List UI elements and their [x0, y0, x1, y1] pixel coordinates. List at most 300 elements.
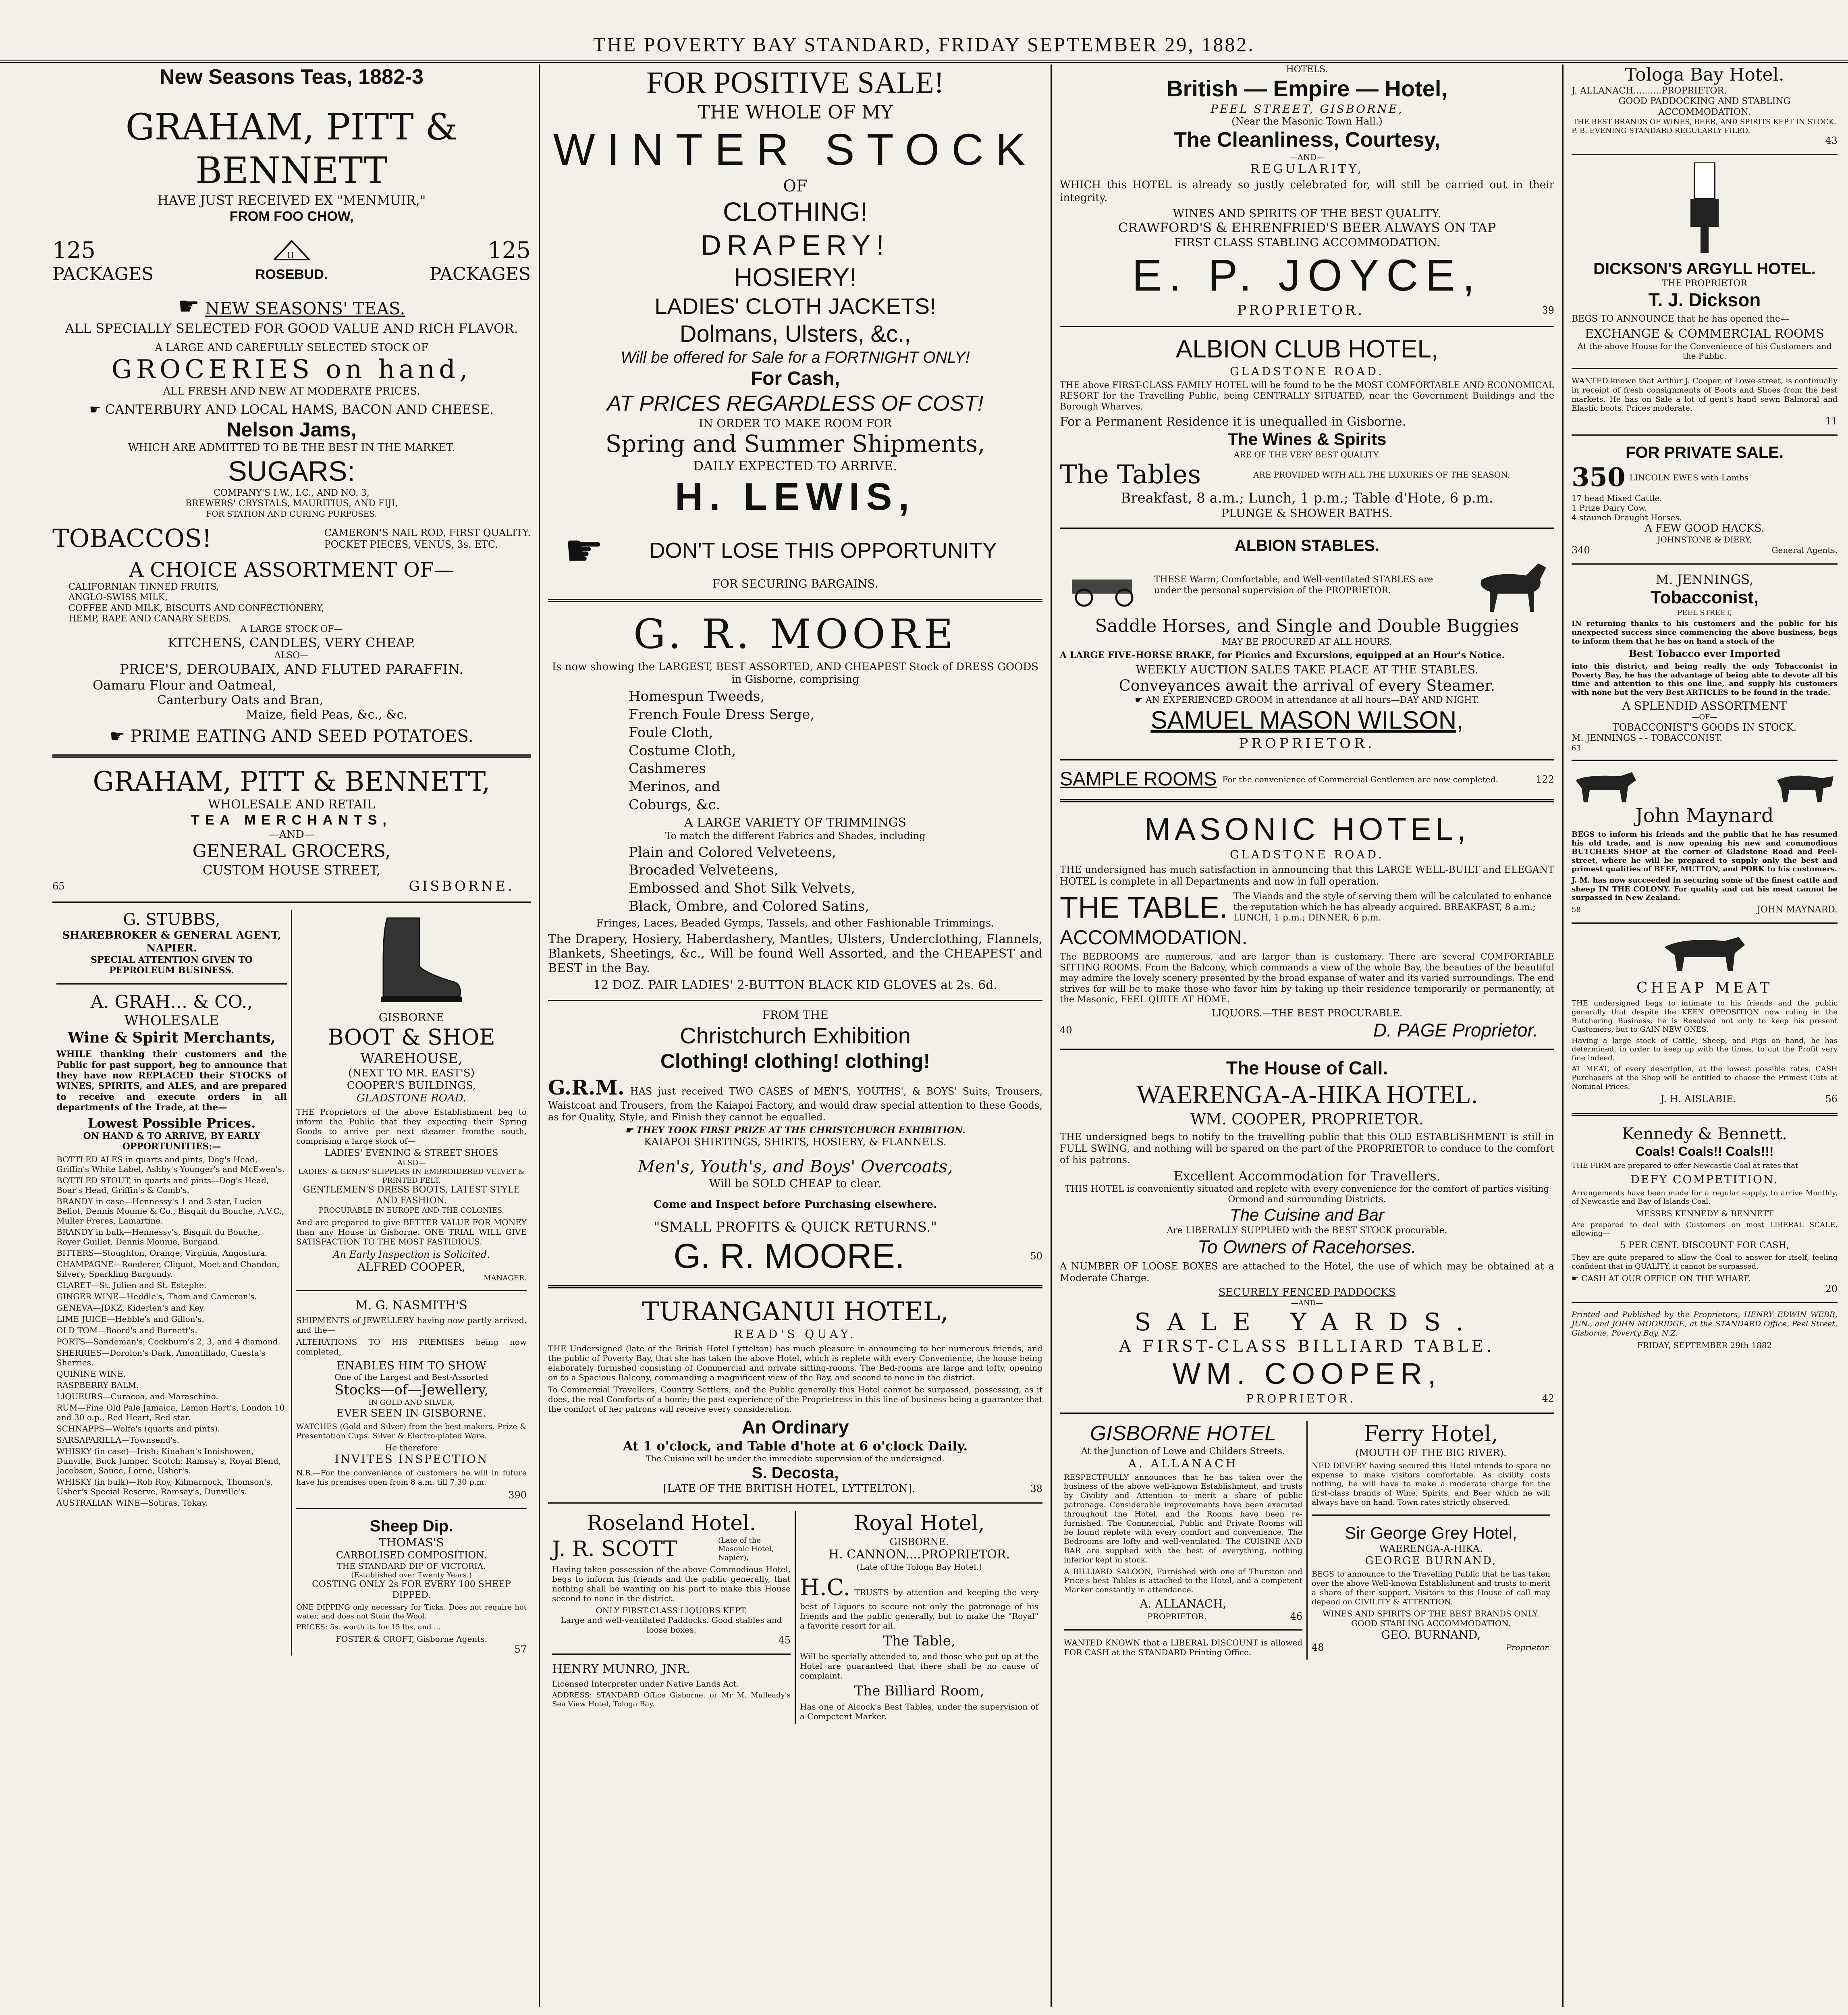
plunge: PLUNGE & SHOWER BATHS.	[1221, 507, 1393, 520]
sample-text: For the convenience of Commercial Gentlemen are now completed.	[1222, 774, 1499, 784]
gloves: 12 DOZ. PAIR LADIES' 2-BUTTON BLACK KID GLOVES at 2s. 6d.	[593, 978, 997, 993]
cow-icon	[1572, 768, 1640, 804]
jackets: LADIES' CLOTH JACKETS!	[654, 293, 936, 319]
moore-2: G. R. MOORE.	[673, 1236, 905, 1275]
royal-column	[795, 1511, 1042, 1724]
discount: 5 PER CENT. DISCOUNT FOR CASH,	[1620, 1240, 1789, 1251]
list-item: GENEVA—JDKZ, Kiderlen's and Key.	[56, 1302, 206, 1313]
very-best: ARE OF THE VERY BEST QUALITY.	[1233, 449, 1381, 459]
tobacconist-goods: TOBACCONIST'S GOODS IN STOCK.	[1612, 721, 1797, 733]
list-item: GINGER WINE—Heddle's, Thom and Cameron's.	[56, 1291, 257, 1301]
tj-dickson: T. J. Dickson	[1648, 289, 1761, 311]
house-of-call: The House of Call.	[1226, 1057, 1388, 1079]
exhibition: Christchurch Exhibition	[680, 1022, 911, 1048]
choice-list: CALIFORNIAN TINNED FRUITS, ANGLO-SWISS MILK, COFFEE AND MILK, BISCUITS AND CONFECTIONERY, HEMP, RAPE AND CANARY SEEDS.	[69, 582, 324, 624]
col1-lower	[52, 910, 531, 1655]
turanganui: TURANGANUI HOTEL,	[642, 1297, 949, 1327]
and-2: —AND—	[1289, 152, 1325, 162]
arrangements: Arrangements have been made for a regular supply, to arrive Monthly, of Newcastle and Bay of Islands Coal.	[1572, 1188, 1838, 1206]
ref-45: 45	[778, 1635, 791, 1646]
sale-yards: SALE YARDS.	[1134, 1308, 1480, 1336]
munro: HENRY MUNRO, JNR.	[552, 1662, 690, 1676]
proprietor-4: PROPRIETOR.	[1147, 1611, 1207, 1621]
proprietor-3: PROPRIETOR.	[1246, 1392, 1356, 1405]
geo-prop-row	[1312, 1642, 1550, 1654]
svg-text:H: H	[287, 250, 294, 260]
allanach-2: A. ALLANACH,	[1140, 1597, 1227, 1610]
list-item: Costume Cloth,	[629, 742, 736, 759]
crawford: CRAWFORD'S & EHRENFRIED'S BEER ALWAYS ON TAP	[1118, 220, 1496, 236]
list-item: OLD TOM—Boord's and Burnett's.	[56, 1325, 197, 1335]
wanted: WANTED known that Arthur J. Cooper, of Lowe-street, is continually in receipt of fresh consignments of Boots and Shoes from the best markets. He has on Sale a lot of gent's hand sewn Balmoral and Elastic boots. Prices moderate.	[1572, 376, 1838, 413]
divider	[1064, 1629, 1302, 1631]
billiard-saloon: A BILLIARD SALOON, Furnished with one of Thurston and Price's best Tables is attached to the Hotel, and a competent Marker constantly in attendance.	[1064, 1567, 1302, 1595]
ref-38: 38	[1030, 1483, 1042, 1495]
also-1: ALSO—	[274, 650, 309, 661]
positive-sale: FOR POSITIVE SALE!	[646, 66, 944, 100]
dont-lose: DON'T LOSE THIS OPPORTUNITY	[649, 538, 997, 563]
wines-best: WINES AND SPIRITS OF THE BEST BRANDS ONLY.	[1322, 1609, 1540, 1619]
wine-list	[56, 1155, 287, 1508]
nelson-sub: WHICH ARE ADMITTED TO BE THE BEST IN THE MARKET.	[128, 441, 455, 454]
page: D. PAGE Proprietor.	[1373, 1020, 1538, 1041]
wm-cooper-2: WM. COOPER,	[1172, 1356, 1442, 1390]
best-tobacco: Best Tobacco ever Imported	[1628, 648, 1781, 660]
packages-label-row	[52, 264, 531, 285]
roseland: Roseland Hotel.	[586, 1511, 756, 1536]
jrs-late: (Late of the Masonic Hotel, Napier),	[718, 1536, 774, 1562]
tobaccos: TOBACCOS!	[52, 523, 212, 553]
burnand-text: BEGS to announce to the Travelling Public that he has taken over the above Well-known Establishment and trusts to merit a share of their support. Visitors to this House of call may depend on CIVILITY & ATTENTION.	[1312, 1570, 1550, 1606]
dairy: 1 Prize Dairy Cow.	[1572, 503, 1647, 513]
dolmans: Dolmans, Ulsters, &c.,	[679, 320, 911, 347]
wines: WINES AND SPIRITS OF THE BEST QUALITY.	[1173, 206, 1441, 220]
quantity: They are quite prepared to allow the Coal to answer for itself, feeling confident that in QUALITY, it cannot be surpassed.	[1572, 1253, 1838, 1271]
selected: ALL SPECIALLY SELECTED FOR GOOD VALUE AND RICH FLAVOR.	[65, 320, 518, 336]
winter-stock: WINTER STOCK	[553, 125, 1038, 175]
sample: SAMPLE ROOMS	[1060, 769, 1217, 790]
mouth: (MOUTH OF THE BIG RIVER).	[1355, 1447, 1507, 1458]
ewes-row	[1572, 462, 1838, 493]
masonic: MASONIC HOTEL,	[1144, 811, 1470, 847]
stabling: FIRST CLASS STABLING ACCOMMODATION.	[1174, 235, 1440, 249]
divider	[1572, 434, 1838, 436]
table-text: Will be specially attended to, and those who put up at the Hotel are guaranteed that there shall be no cause of complaint.	[800, 1651, 1038, 1681]
jrs-row	[552, 1536, 791, 1562]
hosiery: HOSIERY!	[734, 262, 857, 292]
oats: Canterbury Oats and Bran,	[157, 693, 324, 707]
prices: PRICES: 5s. worth its for 15 lbs, and ...	[296, 1623, 441, 1632]
divider	[548, 1285, 1042, 1288]
list-item: QUININE WINE.	[56, 1369, 126, 1379]
aislabie-text-2: Having a large stock of Cattle, Sheep, and Pigs on hand, he has determined, in order to keep up with the times, to cut the Profit very fine indeed.	[1572, 1036, 1838, 1062]
wine-column	[52, 910, 291, 1655]
tologa: Tologa Bay Hotel.	[1625, 64, 1784, 85]
ref-42: 42	[1542, 1392, 1554, 1404]
divider	[1572, 368, 1838, 369]
boot-l6: An Early Inspection is Solicited.	[333, 1248, 490, 1260]
pointing-hand-icon: ☛	[178, 292, 200, 320]
ewes: LINCOLN EWES with Lambs	[1629, 473, 1748, 483]
next-to: (NEXT TO MR. EAST'S)	[348, 1067, 475, 1079]
nasmith: M. G. NASMITH'S	[355, 1298, 467, 1313]
list-item: BOTTLED ALES in quarts and pints, Dog's Head, Griffin's White Label, Ashby's Younger's and McEwen's.	[56, 1154, 285, 1174]
tea-merchants: TEA MERCHANTS,	[191, 812, 392, 828]
list-item: SHERRIES—Dorolon's Dark, Amontillado, Cuesta's Sherries.	[56, 1348, 266, 1367]
the-proprietor: THE PROPRIETOR	[1662, 278, 1747, 289]
grah-co: A. GRAH... & CO.,	[90, 991, 253, 1012]
jennings-text: IN returning thanks to his customers and the public for his unexpected success since commencing the above business, begs to inform them that he has on hand a stock of the	[1572, 619, 1838, 646]
wines-spirits: The Wines & Spirits	[1227, 430, 1387, 449]
waerenga-text: THE undersigned begs to notify to the travelling public that this OLD ESTABLISHMENT is still in FULL SWING, and nothing will be spared on the part of the PROPRIETOR to conduce to the comfort of his patrons.	[1060, 1131, 1554, 1166]
clothing: CLOTHING!	[723, 197, 868, 227]
pk-count-right: 125	[488, 237, 531, 264]
boot-town: GISBORNE	[378, 1011, 444, 1024]
securing: FOR SECURING BARGAINS.	[712, 577, 878, 591]
standard-dip: THE STANDARD DIP OF VICTORIA.	[337, 1561, 486, 1571]
and-1: —AND—	[268, 829, 315, 841]
agents: FOSTER & CROFT, Gisborne Agents.	[336, 1634, 487, 1644]
the-table-text: The Viands and the style of serving them will be calculated to enhance the reputation which he has already acquired. BREAKFAST, 8 a.m.; LUNCH, 1 p.m.; DINNER, 6 p.m.	[1233, 891, 1552, 923]
enables: ENABLES HIM TO SHOW	[336, 1359, 486, 1372]
list-item: LIQUEURS—Curacoa, and Maraschino.	[56, 1391, 218, 1401]
ref-40: 40	[1060, 1024, 1072, 1036]
cash-office: ☛ CASH AT OUR OFFICE ON THE WHARF.	[1572, 1273, 1751, 1283]
situated: THIS HOTEL is conveniently situated and replete with every convenience for the comfort of parties visiting Ormond and surrounding Districts.	[1065, 1184, 1549, 1205]
stock-intro: A LARGE AND CAREFULLY SELECTED STOCK OF	[155, 341, 428, 354]
list-item: Foule Cloth,	[629, 724, 713, 741]
room: IN ORDER TO MAKE ROOM FOR	[698, 416, 892, 430]
liquors: LIQUORS.—THE BEST PROCURABLE.	[1211, 1008, 1403, 1019]
accommodation: ACCOMMODATION.	[1060, 926, 1248, 949]
col2-lower	[548, 1511, 1042, 1724]
imprint: Printed and Published by the Proprietors, HENRY EDWIN WEBB, JUN., and JOHN MOORIDGE, at the STANDARD Office, Peel Street, Gisborne, Poverty Bay, N.Z.	[1572, 1310, 1838, 1338]
largest: One of the Largest and Best-Assorted	[334, 1372, 488, 1382]
kennedy: Kennedy & Bennett.	[1622, 1125, 1788, 1144]
splendid: A SPLENDID ASSORTMENT	[1622, 699, 1787, 713]
small-profits: "SMALL PROFITS & QUICK RETURNS."	[653, 1219, 937, 1236]
the-table-row	[1060, 890, 1554, 926]
nelson-jams: Nelson Jams,	[226, 418, 357, 441]
accommodation-text: The BEDROOMS are numerous, and are larger than is customary. There are several COMFORTABLE SITTING ROOMS. From the Balcony, which commands a view of the whole Bay, the beauties of the beautiful may admire the lovely scenery presented by the broad expanse of water and its varied surroundings. The end strives for will be to make those who favor him by taking up their residence temporarily or permanently, at the Masonic, FEEL QUITE AT HOME.	[1060, 952, 1554, 1005]
town-row	[52, 878, 531, 895]
boot-l2: LADIES' & GENTS' SLIPPERS IN EMBROIDERED VELVET & PRINTED FELT,	[298, 1167, 525, 1185]
grocers: GENERAL GROCERS,	[192, 841, 391, 862]
cannon: H. CANNON....PROPRIETOR.	[828, 1548, 1010, 1562]
general-agents: General Agents.	[1771, 545, 1838, 555]
divider	[296, 1508, 527, 1509]
divider	[1060, 799, 1554, 802]
hc-para: H.C. TRUSTS by attention and keeping the very best of Liquors to secure not only the patronage of his friends and the public generally, but to make the "Royal" a favorite resort for all.	[800, 1575, 1039, 1631]
wine-text: WHILE thanking their customers and the Public for past support, beg to announce that they have now REPLACED their STOCKS of WINES, SPIRITS, and ALES, and are prepared to receive and execute orders in all departments of the Trade, at the—	[56, 1049, 287, 1113]
liberally: Are LIBERALLY SUPPLIED with the BEST STOCK procurable.	[1167, 1225, 1447, 1236]
decosta: S. Decosta,	[752, 1464, 839, 1482]
cleanliness: The Cleanliness, Courtesy,	[1174, 128, 1440, 152]
col3-lower	[1060, 1421, 1554, 1660]
maize: Maize, field Peas, &c., &c.	[246, 707, 408, 722]
boot-also: ALSO—	[397, 1159, 426, 1167]
hams: ☛ CANTERBURY AND LOCAL HAMS, BACON AND CHEESE.	[89, 402, 494, 418]
hc: H.C.	[800, 1575, 851, 1601]
divider	[1060, 1413, 1554, 1414]
aislabie-text-3: AT MEAT, of every description, at the lowest possible rates. CASH Purchasers at the Shop will be entitled to choose the Primest Cuts at Nominal Prices.	[1572, 1065, 1838, 1091]
therefore: He therefore	[385, 1443, 438, 1453]
clothing-3: Clothing! clothing! clothing!	[660, 1049, 930, 1072]
ref-46: 46	[1290, 1610, 1302, 1622]
of-2: —OF—	[1692, 713, 1717, 722]
convenience: At the above House for the Convenience of his Customers and the Public.	[1577, 341, 1832, 361]
masthead-title: THE POVERTY BAY STANDARD, FRIDAY SEPTEMBER 29, 1882.	[593, 33, 1255, 56]
rosebud-brand: ROSEBUD.	[255, 266, 328, 282]
maynard-text-2: J. M. has now succeeded in securing some of the finest cattle and sheep IN THE COLONY. For quality and cut his meat cannot be surpassed in New Zealand.	[1572, 876, 1838, 902]
kitchen: KITCHENS, CANDLES, VERY CHEAP.	[168, 635, 415, 650]
peel: PEEL STREET, GISBORNE,	[1211, 102, 1404, 116]
jrs: J. R. SCOTT	[552, 1537, 677, 1561]
stocks: Stocks—of—Jewellery,	[334, 1382, 489, 1398]
table: The Table,	[883, 1633, 955, 1649]
coals-text: THE FIRM are prepared to offer Newcastle Coal at rates that—	[1572, 1161, 1806, 1170]
wanted-bottom: WANTED KNOWN that a LIBERAL DISCOUNT is allowed FOR CASH at the STANDARD Printing Office.	[1064, 1638, 1302, 1658]
divider	[1572, 922, 1838, 924]
excellent: Excellent Accommodation for Travellers.	[1173, 1168, 1441, 1184]
albion-text: THE above FIRST-CLASS FAMILY HOTEL will be found to be the MOST COMFORTABLE AND ECONOMICAL RESORT for the Travelling Public, being CENTRALLY SITUATED, near the Government Buildings and the Borough Wharves.	[1060, 380, 1554, 412]
stubbs-town: NAPIER.	[146, 942, 197, 954]
dicksons: DICKSON'S ARGYLL HOTEL.	[1593, 260, 1816, 278]
livestock-row	[1572, 768, 1838, 804]
pointing-hand-icon: ☛	[564, 525, 604, 577]
sugars-1: COMPANY'S I.W., I.C., AND NO. 3,	[214, 488, 370, 498]
warehouse: WAREHOUSE,	[360, 1050, 463, 1067]
gold: IN GOLD AND SILVER,	[368, 1398, 455, 1407]
allanach-j: J. ALLANACH..........PROPRIETOR.	[1572, 85, 1727, 96]
list-item: WHISKY (in bulk)—Rob Roy, Kilmarnock, Thomson's, Usher's Special Reserve, Ramsay's, Dunville's.	[56, 1477, 273, 1496]
proprietor-5: Proprietor.	[1506, 1643, 1550, 1653]
list-item: PORTS—Sandeman's, Cockburn's 2, 3, and 4 diamond.	[56, 1336, 280, 1346]
ref-39: 39	[1542, 305, 1554, 316]
may-be: MAY BE PROCURED AT ALL HOURS.	[1222, 637, 1392, 647]
joyce-prop-row	[1060, 302, 1554, 319]
whole-of-my: THE WHOLE OF MY	[698, 101, 893, 123]
maynard-sig-row	[1572, 905, 1838, 915]
only-first: ONLY FIRST-CLASS LIQUORS KEPT.	[596, 1606, 747, 1616]
goods-list	[548, 688, 1042, 813]
regardless: AT PRICES REGARDLESS OF COST!	[607, 391, 984, 415]
allanach-prop-row	[1064, 1611, 1302, 1622]
aislabie: J. H. AISLABIE.	[1660, 1093, 1736, 1105]
good-stabling: GOOD STABLING ACCOMMODATION.	[1351, 1618, 1511, 1629]
ferry-column	[1306, 1421, 1554, 1660]
cash: For Cash,	[750, 368, 840, 390]
and-3: —AND—	[1291, 1299, 1323, 1308]
list-item: CHAMPAGNE—Roederer, Cliquot, Moet and Chandon, Silvery, Sparkling Burgundy.	[56, 1259, 280, 1279]
billiard: The Billiard Room,	[854, 1683, 984, 1699]
coopers: COOPER'S BUILDINGS,	[347, 1079, 476, 1092]
masonic-text: THE undersigned has much satisfaction in announcing that this LARGE WELL-BUILT and ELEGANT HOTEL is complete in all Departments and now in full operation.	[1060, 864, 1554, 887]
roseland-text: Having taken possession of the above Commodious Hotel, begs to inform his friends and the public generally, that nothing shall be wanting on his part to make this House second to none in the district.	[552, 1564, 791, 1604]
house-icon	[274, 240, 310, 260]
divider	[1312, 1514, 1550, 1516]
list-item: LIME JUICE—Hebble's and Gillon's.	[56, 1314, 204, 1324]
town: GISBORNE.	[409, 878, 515, 894]
filed: P. B. EVENING STANDARD REGULARLY FILED.	[1572, 126, 1750, 135]
column-3	[1052, 64, 1564, 2007]
packages-row	[52, 237, 531, 264]
pk-label-right: PACKAGES	[429, 264, 531, 285]
imprint-date: FRIDAY, SEPTEMBER 29th 1882	[1637, 1340, 1772, 1350]
divider	[296, 1290, 527, 1291]
tables: The Tables	[1060, 459, 1201, 490]
drapery: DRAPERY!	[701, 229, 890, 261]
divider	[1060, 759, 1554, 760]
gladstone: GLADSTONE ROAD.	[357, 1092, 466, 1104]
accommodation-row	[1060, 925, 1554, 949]
dont-lose-row	[564, 524, 1042, 577]
private-sale: FOR PRIVATE SALE.	[1626, 443, 1784, 461]
stubbs-role: SHAREBROKER & GENERAL AGENT,	[62, 929, 281, 942]
gisborne-hotel-column	[1060, 1421, 1306, 1660]
stables: Large and well-ventilated Paddocks. Good stables and loose boxes.	[561, 1615, 782, 1635]
trimmings: A LARGE VARIETY OF TRIMMINGS	[684, 815, 907, 830]
ordinary: An Ordinary	[741, 1416, 849, 1438]
firm-name-2: GRAHAM, PITT & BENNETT,	[93, 766, 490, 798]
divider	[1060, 326, 1554, 327]
geo: GEO. BURNAND,	[1381, 1628, 1481, 1642]
gisborne-hotel: GISBORNE HOTEL	[1090, 1422, 1277, 1446]
ever: EVER SEEN IN GISBORNE.	[336, 1407, 486, 1419]
johnstone: JOHNSTONE & DIERY,	[1657, 534, 1752, 544]
coals: Coals! Coals!! Coals!!!	[1635, 1144, 1774, 1159]
wholesale-2: WHOLESALE	[124, 1013, 219, 1029]
ref-65: 65	[52, 880, 65, 892]
list-item: CLARET—St. Julien and St. Estephe.	[56, 1280, 207, 1290]
stables-text: THESE Warm, Comfortable, and Well-ventilated STABLES are under the personal supervision of the PROPRIETOR.	[1154, 575, 1433, 596]
prize: ☛ THEY TOOK FIRST PRIZE AT THE CHRISTCHURCH EXHIBITION.	[625, 1125, 966, 1136]
ref-50: 50	[1030, 1251, 1042, 1262]
list-item: Brocaded Velveteens,	[629, 862, 779, 879]
teas-header: New Seasons Teas, 1882-3	[159, 65, 424, 89]
ref-58: 58	[1572, 906, 1581, 914]
wholesale: WHOLESALE AND RETAIL	[208, 798, 375, 812]
messrs: MESSRS KENNEDY & BENNETT	[1635, 1208, 1774, 1218]
list-item: AUSTRALIAN WINE—Sotiras, Tokay.	[56, 1498, 208, 1508]
sold-cheap: Will be SOLD CHEAP to clear.	[709, 1177, 882, 1190]
maynard-2: JOHN MAYNARD.	[1757, 904, 1838, 915]
fresh: ALL FRESH AND NEW AT MODERATE PRICES.	[163, 385, 420, 397]
ref-11: 11	[1825, 415, 1838, 427]
which: WHICH this HOTEL is already so justly celebrated for, will still be carried out in their integrity.	[1060, 179, 1554, 204]
masthead	[0, 0, 1848, 63]
billiard-table: A FIRST-CLASS BILLIARD TABLE.	[1119, 1337, 1495, 1356]
tur-text-2: To Commercial Travellers, Country Settlers, and the Public generally this Hotel cannot be surpassed, possessing, as it does, the real Comforts of a home; the past experience of the Proprietress in this line of business being a guarantee that the comfort of her patrons will receive every consideration.	[548, 1384, 1042, 1414]
regularity: REGULARITY,	[1250, 162, 1364, 177]
carbolised: CARBOLISED COMPOSITION.	[336, 1549, 487, 1561]
offered: Will be offered for Sale for a FORTNIGHT ONLY!	[621, 349, 970, 367]
list-item: Merinos, and	[629, 779, 721, 795]
list-item: RUM—Fine Old Pale Jamaica, Lemon Hart's, London 10 and 30 o.p., Red Heart, Red star.	[56, 1402, 285, 1422]
divider	[1572, 1302, 1838, 1303]
joyce: E. P. JOYCE,	[1132, 251, 1482, 301]
wh: WAERENGA-A-HIKA.	[1379, 1543, 1483, 1555]
horse-icon	[1466, 555, 1554, 616]
maynard: John Maynard	[1635, 804, 1774, 827]
match: To match the different Fabrics and Shades, including	[665, 830, 926, 841]
boot-l3: GENTLEMEN'S DRESS BOOTS, LATEST STYLE AND FASHION.	[303, 1185, 520, 1206]
boot-column	[291, 910, 531, 1655]
choice: A CHOICE ASSORTMENT OF—	[129, 558, 454, 582]
hotels-label: HOTELS.	[1286, 64, 1328, 75]
divider	[1060, 528, 1554, 529]
list-item: Coburgs, &c.	[629, 797, 721, 813]
horses: 4 staunch Draught Horses.	[1572, 512, 1682, 522]
spring: Spring and Summer Shipments,	[605, 430, 985, 458]
proprietor: PROPRIETOR.	[1237, 302, 1365, 319]
lewis: H. LEWIS,	[675, 475, 916, 519]
pointing-hand-icon: ☛	[89, 402, 105, 418]
pk-label-left: PACKAGES	[52, 264, 154, 285]
new-seasons: ☛ NEW SEASONS' TEAS.	[178, 292, 405, 320]
established: (Established over Twenty Years.)	[351, 1570, 472, 1579]
bull-icon	[1769, 768, 1838, 804]
saddle: Saddle Horses, and Single and Double Buggies	[1095, 615, 1519, 636]
loose-boxes: A NUMBER OF LOOSE BOXES are attached to the Hotel, the use of which may be obtained at a Moderate Charge.	[1060, 1261, 1554, 1284]
boot-icon	[359, 914, 464, 1007]
divider	[548, 1502, 1042, 1504]
aislabie-sig-row	[1572, 1093, 1838, 1105]
boot-l4: PROCURABLE IN EUROPE AND THE COLONIES.	[318, 1206, 505, 1215]
p350: 350	[1572, 462, 1626, 492]
pointing-hand-icon: ☛	[1572, 1273, 1582, 1283]
page-row	[1060, 1019, 1554, 1041]
royal: Royal Hotel,	[853, 1511, 985, 1536]
ferry-text: NED DEVERY having secured this Hotel intends to spare no expense to make visitors comfortable. As civility costs nothing, he will have to make a moderate charge for the first-class brands of Wine, Spirits, and Beer which he will always have on hand. Town rates strictly observed.	[1312, 1461, 1550, 1507]
pointing-hand-icon: ☛	[110, 726, 131, 746]
albion-club: ALBION CLUB HOTEL,	[1175, 335, 1439, 364]
ref-390: 390	[508, 1489, 527, 1501]
list-item: BRANDY in bulk—Hennessy's, Bisquit du Bouche, Royer Guillet, Dennis Mounie, Burgand.	[56, 1227, 261, 1246]
of: OF	[783, 177, 808, 196]
hacks: A FEW GOOD HACKS.	[1645, 522, 1765, 534]
tobaccos-detail: CAMERON'S NAIL ROD, FIRST QUALITY. POCKET PIECES, VENUS, 3s. ETC.	[324, 527, 531, 550]
pointing-hand-icon: ☛	[625, 1125, 636, 1136]
royal-town: GISBORNE.	[889, 1536, 949, 1548]
divider	[1572, 760, 1838, 761]
sample-row	[1060, 768, 1554, 791]
jennings-text-2: into this district, and being really the only Tobacconist in Poverty Bay, he has the advantage of being able to devote all his time and attention to this one line, and supply his customers with none but the very Best ARTICLES to be found in the trade.	[1572, 662, 1838, 697]
tables-row	[1060, 459, 1554, 490]
boot-mgr: MANAGER.	[484, 1274, 527, 1283]
begs: BEGS TO ANNOUNCE that he has opened the—	[1572, 314, 1790, 324]
kitchen-intro: A LARGE STOCK OF—	[240, 624, 343, 635]
cheap-meat: CHEAP MEAT	[1636, 980, 1773, 997]
maynard-text: BEGS to inform his friends and the public that he has resumed his old trade, and is now opening his new and commodious BUTCHERS SHOP at the corner of Gladstone Road and Peel-street, where he will be prepared to supply only the best and primest qualities of BEEF, MUTTON, and PORK to his customers.	[1572, 830, 1838, 874]
sheep-dip: Sheep Dip.	[370, 1517, 453, 1535]
pointing-hand-icon: ☛	[1135, 695, 1146, 705]
come: Come and Inspect before Purchasing elsewhere.	[653, 1198, 937, 1211]
list-item: Plain and Colored Velveteens,	[629, 844, 836, 860]
on-hand: ON HAND & TO ARRIVE, BY EARLY OPPORTUNITIES:—	[83, 1131, 260, 1152]
boot-l5: And are prepared to give BETTER VALUE FOR MONEY than any House in Gisborne. ONE TRIAL WILL GIVE SATISFACTION TO THE MOST FASTIDIOUS.	[296, 1217, 527, 1246]
samuel: SAMUEL MASON WILSON,	[1150, 706, 1464, 734]
ref-20: 20	[1825, 1283, 1838, 1294]
sir-george: Sir George Grey Hotel,	[1345, 1523, 1517, 1542]
list-item: SCHNAPPS—Wolfe's (quarts and pints).	[56, 1423, 220, 1433]
divider	[52, 902, 531, 903]
securely: SECURELY FENCED PADDOCKS	[1218, 1286, 1396, 1298]
albion-stables: ALBION STABLES.	[1234, 536, 1380, 555]
showing: Is now showing the LARGEST, BEST ASSORTED, AND CHEAPEST Stock of DRESS GOODS in Gisborne, comprising	[552, 661, 1039, 686]
oatmeal: Oamaru Flour and Oatmeal,	[93, 677, 276, 693]
jennings-2: M. JENNINGS - - TOBACCONIST.	[1572, 733, 1723, 744]
